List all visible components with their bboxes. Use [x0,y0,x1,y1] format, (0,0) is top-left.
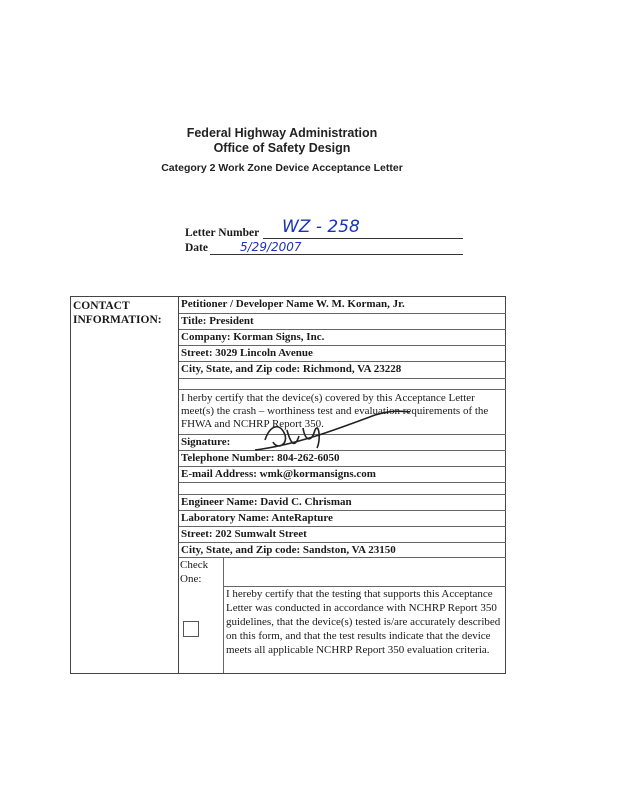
signature-row: Signature: [179,435,506,451]
laboratory-row: Laboratory Name: AnteRapture [179,511,506,527]
spacer-row [179,379,506,390]
city-row: City, State, and Zip code: Richmond, VA 23228 [179,362,506,379]
engineer-street-row: Street: 202 Sumwalt Street [179,527,506,543]
engineer-certification-text: I hereby certify that the testing that supports this Acceptance Letter was conducted in accordance with NCHRP Report 350 guidelines, that the device(s) tested is/are accurately described on this form, and that the test results indicate that the device meets all applicable NCHRP Report 350 evaluation criteria. [226,588,501,656]
check-label-line1: Check [180,559,209,571]
date-label: Date [185,242,208,254]
letter-number-line [263,238,463,239]
contact-label-line2: INFORMATION: [73,314,162,326]
phone-row: Telephone Number: 804-262-6050 [179,451,506,467]
contact-label [73,299,162,327]
check-label-line2: One: [180,573,202,585]
engineer-name-row: Engineer Name: David C. Chrisman [179,495,506,511]
date-value: 5/29/2007 [240,240,302,254]
email-row: E-mail Address: wmk@kormansigns.com [179,467,506,483]
letter-number-value: WZ - 258 [282,217,360,237]
letter-number-label: Letter Number [185,227,260,239]
signature-scribble [225,400,425,470]
spacer-row-2 [179,483,506,495]
check-cell [179,557,224,673]
check-label [180,558,208,586]
date-line [210,254,463,255]
contact-table [70,296,506,674]
contact-details [178,297,506,673]
certify-checkbox[interactable] [183,621,199,637]
letter-type: Category 2 Work Zone Device Acceptance Letter [161,162,403,174]
title-row: Title: President [179,314,506,330]
agency-title: Federal Highway Administration [186,126,378,140]
signature-stroke [255,411,410,450]
company-row: Company: Korman Signs, Inc. [179,330,506,346]
petitioner-row: Petitioner / Developer Name W. M. Korman, Jr. [179,297,506,314]
street-row: Street: 3029 Lincoln Avenue [179,346,506,362]
contact-label-line1: CONTACT [73,300,130,312]
certification-text: I herby certify that the device(s) covered by this Acceptance Letter meet(s) the crash – worthiness test and evaluation requirements of the FHWA and NCHRP Report 350. [179,392,506,435]
engineer-city-row: City, State, and Zip code: Sandston, VA 23150 [179,543,506,558]
office-title: Office of Safety Design [213,141,351,155]
